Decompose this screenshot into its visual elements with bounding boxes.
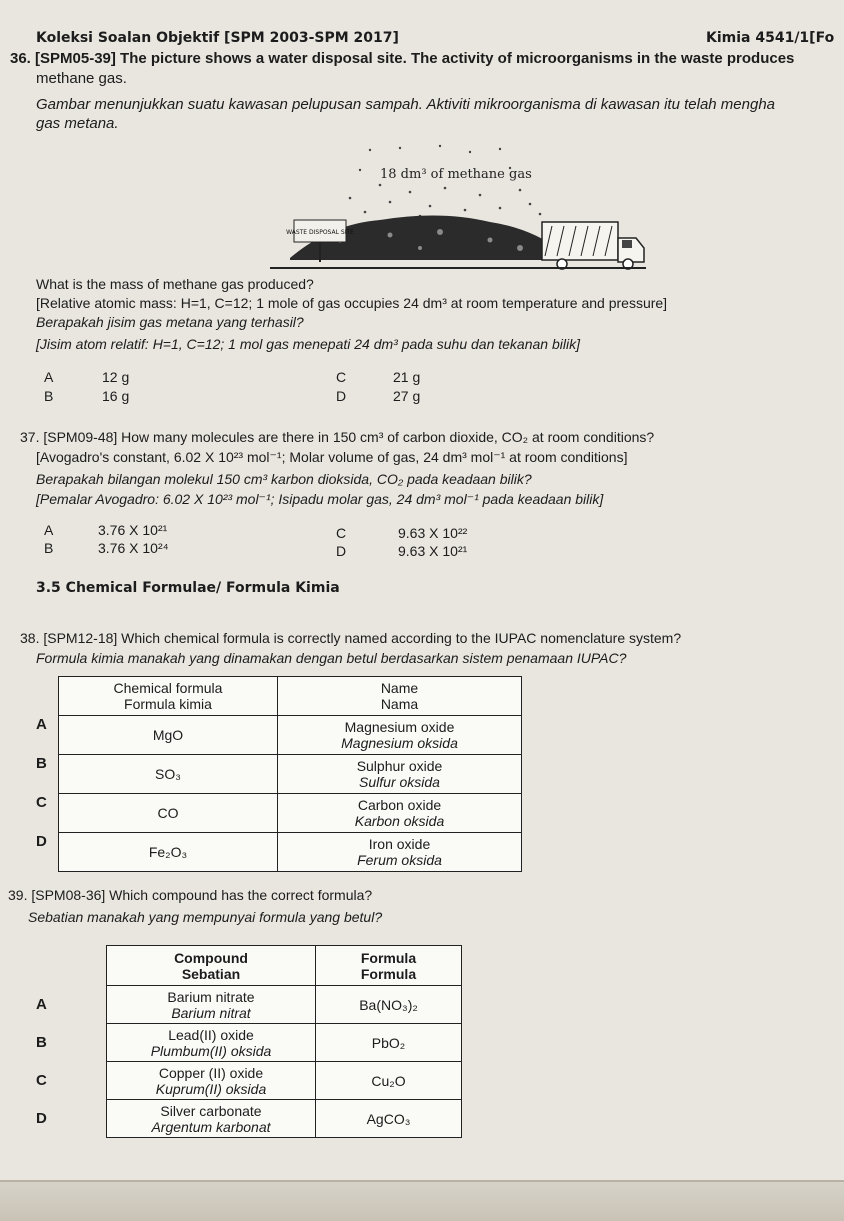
- q36-question: What is the mass of methane gas produced?: [36, 276, 314, 292]
- waste-site-figure: [270, 140, 650, 275]
- q38-table: [58, 676, 522, 872]
- page-edge-shadow: [0, 1180, 844, 1221]
- q37-line4: [Pemalar Avogadro: 6.02 X 10²³ mol⁻¹; Isipadu molar gas, 24 dm³ mol⁻¹ pada keadaan bilik]: [36, 491, 604, 507]
- q39-head-compound: Compound Sebatian: [107, 946, 316, 986]
- q36-opt-c-letter: C: [336, 369, 347, 385]
- q39-line1: 39. [SPM08-36] Which compound has the correct formula?: [8, 887, 373, 903]
- q38-cell-name: Carbon oxide Karbon oksida: [278, 794, 522, 833]
- header-left: Koleksi Soalan Objektif [SPM 2003-SPM 2017]: [36, 30, 399, 46]
- q38-cell-name: Sulphur oxide Sulfur oksida: [278, 755, 522, 794]
- q36-line4: gas metana.: [36, 115, 119, 132]
- q36-relative-en: [Relative atomic mass: H=1, C=12; 1 mole of gas occupies 24 dm³ at room temperature and pressure]: [36, 295, 668, 311]
- q38-row-d-letter: D: [36, 833, 47, 850]
- q38-row-c-letter: C: [36, 794, 47, 811]
- q38-line2: Formula kimia manakah yang dinamakan dengan betul berdasarkan sistem penamaan IUPAC?: [36, 650, 627, 666]
- table-row: [59, 833, 522, 872]
- q39-row-c-letter: C: [36, 1072, 47, 1089]
- q36-opt-b: 16 g: [102, 388, 130, 404]
- q37-opt-b: 3.76 X 10²⁴: [98, 540, 169, 556]
- q38-cell-formula: Fe₂O₃: [59, 833, 278, 872]
- q37-opt-b-letter: B: [44, 540, 54, 556]
- q36-opt-b-letter: B: [44, 388, 54, 404]
- q39-cell-formula: AgCO₃: [316, 1100, 462, 1138]
- header-right: Kimia 4541/1[Fo: [706, 30, 835, 46]
- figure-label: 18 dm³ of methane gas: [380, 167, 532, 182]
- q38-cell-formula: MgO: [59, 716, 278, 755]
- q36-line3: Gambar menunjukkan suatu kawasan pelupusan sampah. Aktiviti mikroorganisma di kawasan itu telah mengha: [36, 96, 776, 113]
- table-row: [59, 716, 522, 755]
- q38-cell-name: Magnesium oxide Magnesium oksida: [278, 716, 522, 755]
- q36-line1: 36. [SPM05-39] The picture shows a water disposal site. The activity of microorganisms in the waste produces: [10, 50, 795, 67]
- q37-opt-a-letter: A: [44, 522, 54, 538]
- q37-opt-a: 3.76 X 10²¹: [98, 522, 168, 538]
- q36-opt-a-letter: A: [44, 369, 54, 385]
- q39-cell-compound: Lead(II) oxide Plumbum(II) oksida: [107, 1024, 316, 1062]
- q36-opt-c: 21 g: [393, 369, 421, 385]
- table-row: [107, 946, 462, 986]
- q39-cell-formula: PbO₂: [316, 1024, 462, 1062]
- q39-row-b-letter: B: [36, 1034, 47, 1051]
- q36-opt-d-letter: D: [336, 388, 347, 404]
- q39-line2: Sebatian manakah yang mempunyai formula yang betul?: [28, 909, 383, 925]
- q37-opt-c: 9.63 X 10²²: [398, 525, 468, 541]
- q39-cell-formula: Cu₂O: [316, 1062, 462, 1100]
- q37-opt-d: 9.63 X 10²¹: [398, 543, 468, 559]
- q37-line2: [Avogadro's constant, 6.02 X 10²³ mol⁻¹; Molar volume of gas, 24 dm³ mol⁻¹ at room conditions]: [36, 449, 628, 465]
- q36-relative-ms: [Jisim atom relatif: H=1, C=12; 1 mol gas menepati 24 dm³ pada suhu dan tekanan bilik]: [36, 336, 580, 352]
- q39-table: [106, 945, 462, 1138]
- q36-opt-d: 27 g: [393, 388, 421, 404]
- q37-opt-c-letter: C: [336, 525, 347, 541]
- q39-head-formula: Formula Formula: [316, 946, 462, 986]
- table-row: [107, 1062, 462, 1100]
- q39-cell-formula: Ba(NO₃)₂: [316, 986, 462, 1024]
- table-row: [59, 677, 522, 716]
- section-heading: 3.5 Chemical Formulae/ Formula Kimia: [36, 580, 340, 596]
- q36-opt-a: 12 g: [102, 369, 130, 385]
- q38-head-name: Name Nama: [278, 677, 522, 716]
- truck-icon: [542, 222, 644, 269]
- table-row: [107, 986, 462, 1024]
- table-row: [59, 755, 522, 794]
- q36-line2: methane gas.: [36, 70, 127, 87]
- q39-cell-compound: Copper (II) oxide Kuprum(II) oksida: [107, 1062, 316, 1100]
- q38-cell-name: Iron oxide Ferum oksida: [278, 833, 522, 872]
- q38-line1: 38. [SPM12-18] Which chemical formula is correctly named according to the IUPAC nomenclature system?: [20, 630, 682, 646]
- q38-cell-formula: CO: [59, 794, 278, 833]
- table-row: [107, 1024, 462, 1062]
- q39-cell-compound: Barium nitrate Barium nitrat: [107, 986, 316, 1024]
- q39-row-a-letter: A: [36, 996, 47, 1013]
- q37-line3: Berapakah bilangan molekul 150 cm³ karbon dioksida, CO₂ pada keadaan bilik?: [36, 471, 532, 487]
- q39-cell-compound: Silver carbonate Argentum karbonat: [107, 1100, 316, 1138]
- q37-opt-d-letter: D: [336, 543, 347, 559]
- table-row: [59, 794, 522, 833]
- table-row: [107, 1100, 462, 1138]
- q38-cell-formula: SO₃: [59, 755, 278, 794]
- q39-row-d-letter: D: [36, 1110, 47, 1127]
- q38-row-a-letter: A: [36, 716, 47, 733]
- q38-row-b-letter: B: [36, 755, 47, 772]
- sign-text: WASTE DISPOSAL SITE: [286, 229, 354, 236]
- q38-head-formula: Chemical formula Formula kimia: [59, 677, 278, 716]
- q36-question-ms: Berapakah jisim gas metana yang terhasil?: [36, 314, 304, 330]
- q37-line1: 37. [SPM09-48] How many molecules are there in 150 cm³ of carbon dioxide, CO₂ at room conditions?: [20, 429, 655, 445]
